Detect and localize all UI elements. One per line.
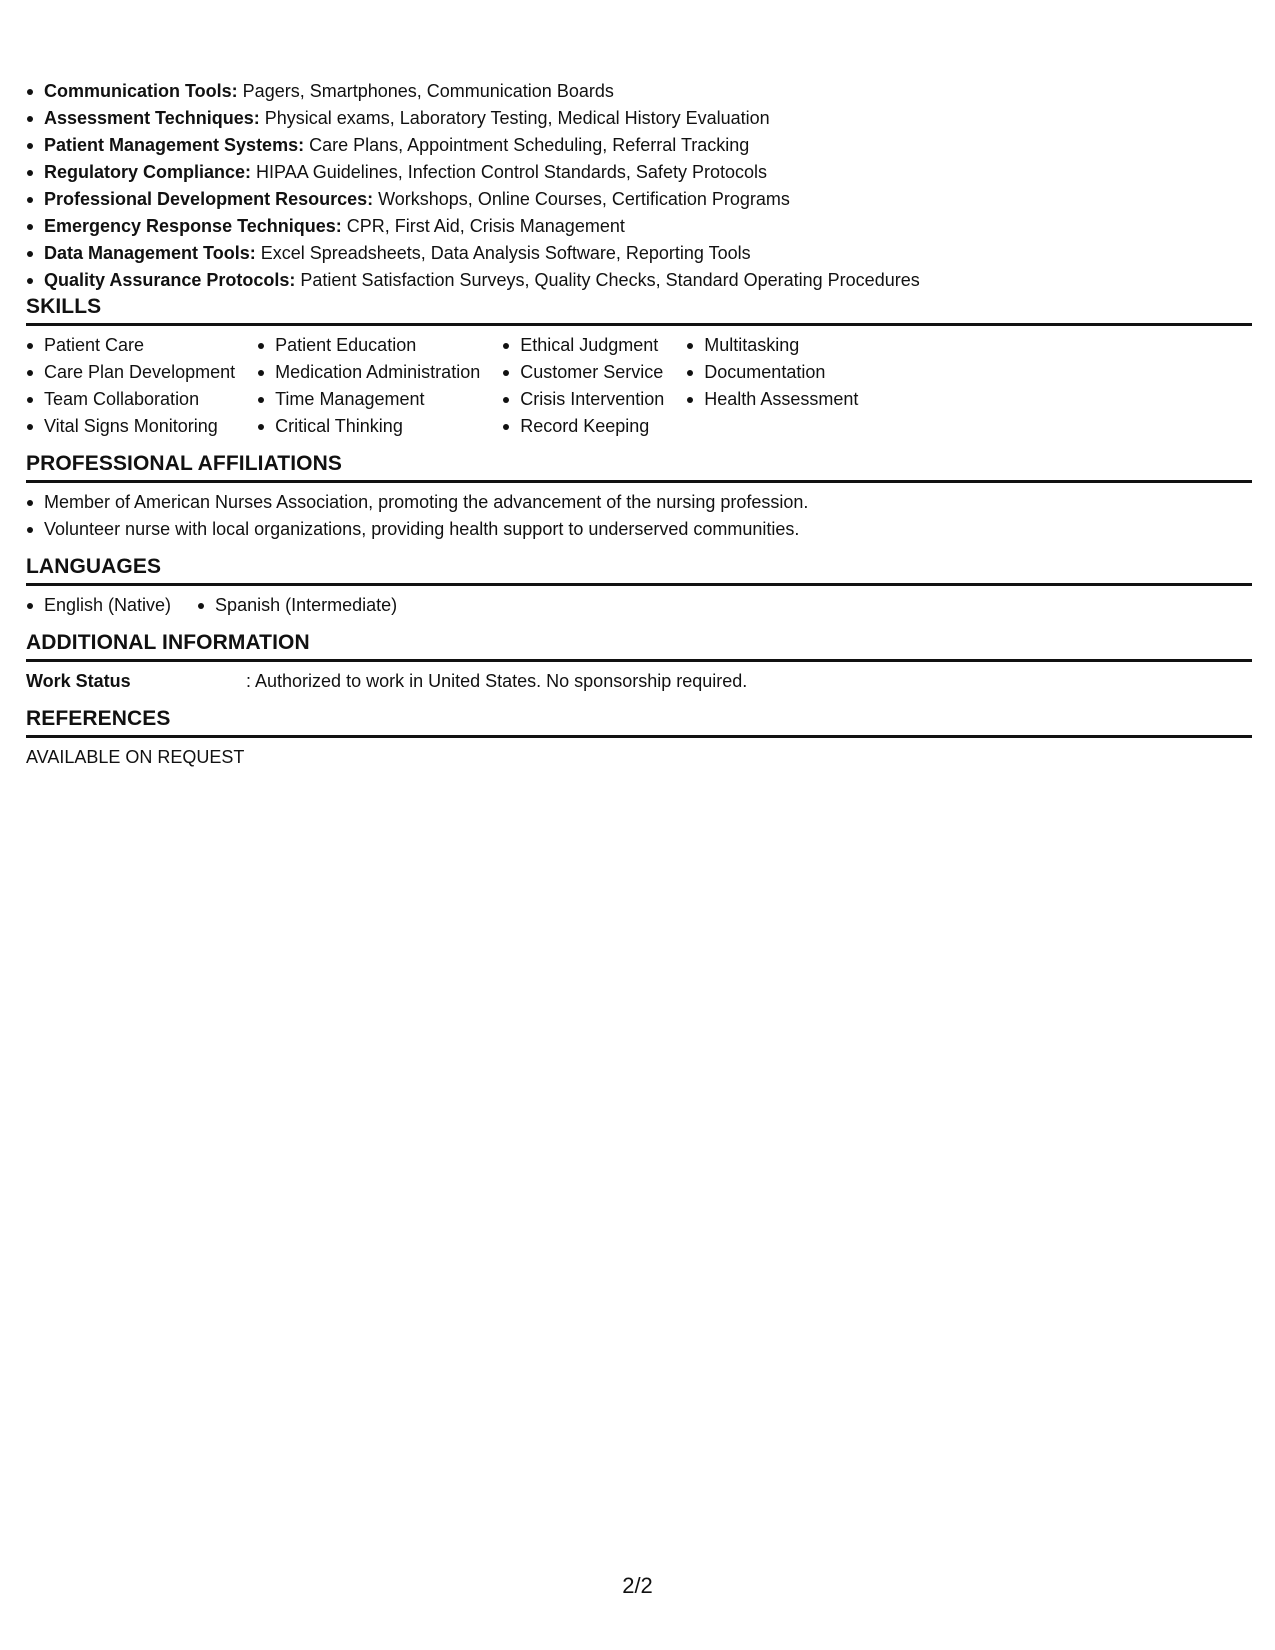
languages-column: [26, 592, 171, 619]
list-item: [26, 78, 1252, 105]
page-number: 2/2: [622, 1573, 653, 1598]
list-item: English (Native): [26, 592, 171, 619]
languages-section: [26, 554, 1252, 619]
section-heading-references: REFERENCES: [26, 706, 1252, 738]
list-item: Vital Signs Monitoring: [26, 413, 235, 440]
tool-value: Physical exams, Laboratory Testing, Medical History Evaluation: [259, 108, 770, 128]
list-item: Health Assessment: [686, 386, 858, 413]
tool-label: Assessment Techniques:: [44, 108, 260, 128]
list-item: [26, 267, 1252, 294]
list-item: Team Collaboration: [26, 386, 235, 413]
list-item: [26, 105, 1252, 132]
section-heading-affiliations: PROFESSIONAL AFFILIATIONS: [26, 451, 1252, 483]
list-item: Customer Service: [502, 359, 664, 386]
section-heading-skills: SKILLS: [26, 294, 1252, 326]
tools-list: [26, 78, 1252, 294]
list-item: Medication Administration: [257, 359, 480, 386]
section-heading-additional: ADDITIONAL INFORMATION: [26, 630, 1252, 662]
list-item: Ethical Judgment: [502, 332, 664, 359]
list-item: Patient Care: [26, 332, 235, 359]
tool-label: Regulatory Compliance:: [44, 162, 252, 182]
skills-grid: [26, 332, 1252, 440]
tool-label: Data Management Tools:: [44, 243, 256, 263]
tool-label: Communication Tools:: [44, 81, 238, 101]
list-item: [26, 240, 1252, 267]
tool-value: Care Plans, Appointment Scheduling, Referral Tracking: [304, 135, 750, 155]
work-status-label: Work Status: [26, 671, 131, 691]
skills-column: [257, 332, 480, 440]
additional-section: [26, 630, 1252, 695]
list-item: Multitasking: [686, 332, 858, 359]
list-item: Member of American Nurses Association, promoting the advancement of the nursing profession.: [26, 489, 1252, 516]
tool-value: HIPAA Guidelines, Infection Control Standards, Safety Protocols: [251, 162, 767, 182]
tool-label: Emergency Response Techniques:: [44, 216, 342, 236]
list-item: Patient Education: [257, 332, 480, 359]
skills-column: [26, 332, 235, 440]
section-heading-languages: LANGUAGES: [26, 554, 1252, 586]
tool-value: Excel Spreadsheets, Data Analysis Software, Reporting Tools: [255, 243, 751, 263]
tool-value: CPR, First Aid, Crisis Management: [341, 216, 625, 236]
tool-value: Patient Satisfaction Surveys, Quality Checks, Standard Operating Procedures: [295, 270, 920, 290]
affiliations-list: [26, 489, 1252, 543]
references-text: AVAILABLE ON REQUEST: [26, 747, 245, 767]
tool-value: Workshops, Online Courses, Certification Programs: [373, 189, 790, 209]
languages-column: [197, 592, 397, 619]
tool-label: Professional Development Resources:: [44, 189, 374, 209]
list-item: Documentation: [686, 359, 858, 386]
work-status-value: : Authorized to work in United States. No sponsorship required.: [246, 671, 748, 691]
list-item: Spanish (Intermediate): [197, 592, 397, 619]
affiliations-section: [26, 451, 1252, 543]
references-section: [26, 706, 1252, 771]
tool-label: Quality Assurance Protocols:: [44, 270, 296, 290]
list-item: [26, 186, 1252, 213]
tool-value: Pagers, Smartphones, Communication Boards: [237, 81, 614, 101]
languages-row: [26, 592, 1252, 619]
list-item: Record Keeping: [502, 413, 664, 440]
list-item: Critical Thinking: [257, 413, 480, 440]
list-item: Time Management: [257, 386, 480, 413]
list-item: [26, 132, 1252, 159]
tool-label: Patient Management Systems:: [44, 135, 305, 155]
skills-section: [26, 294, 1252, 440]
list-item: Crisis Intervention: [502, 386, 664, 413]
skills-column: [502, 332, 664, 440]
list-item: [26, 213, 1252, 240]
list-item: [26, 159, 1252, 186]
resume-page: [26, 78, 1252, 782]
list-item: Care Plan Development: [26, 359, 235, 386]
skills-column: [686, 332, 858, 440]
list-item: Volunteer nurse with local organizations, providing health support to underserved communities.: [26, 516, 1252, 543]
work-status-row: [26, 668, 1252, 695]
